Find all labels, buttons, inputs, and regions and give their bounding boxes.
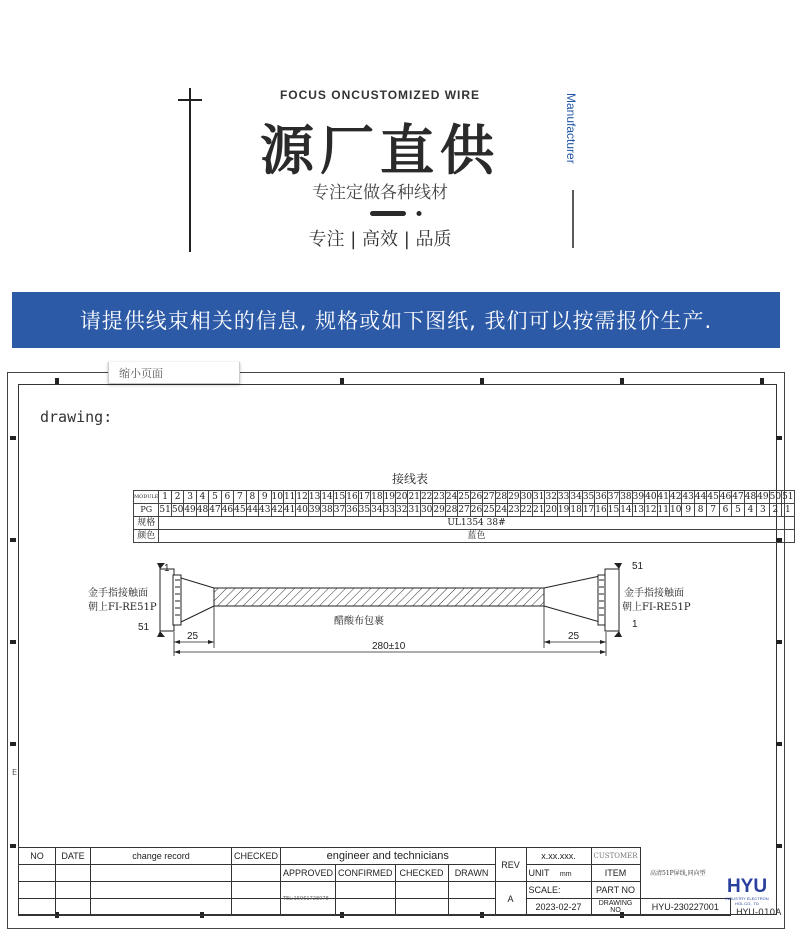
title-block-row-4 <box>19 899 790 916</box>
dim-total: 280±10 <box>372 641 406 652</box>
pg-pin-cell: 37 <box>333 505 346 515</box>
tb-cell-empty <box>232 899 281 916</box>
hyu-logo-sub: INDUSTRY ELECTRON HOL CO., TD <box>725 896 769 906</box>
module-pin-cell: 50 <box>769 492 782 502</box>
manufacturer-vertical-label: Manufacturer <box>564 93 578 164</box>
module-pin-cell: 26 <box>470 492 483 502</box>
pg-pin-cell: 8 <box>694 504 706 517</box>
tb-cell-empty <box>336 899 396 916</box>
tb-drawing-no-value: HYU-230227001 <box>640 899 731 916</box>
module-pin-cell: 29 <box>508 492 520 502</box>
tb-cell-empty <box>395 899 448 916</box>
module-pin-cell: 21 <box>408 492 420 502</box>
right-pin-bottom: 1 <box>632 619 638 630</box>
pg-pin-cell: 2 <box>769 504 781 517</box>
module-row-label: MODULE <box>134 491 159 504</box>
pg-pin-cell: 30 <box>420 505 433 515</box>
spec-value: UL1354 38# <box>159 517 794 530</box>
module-pin-cell: 2 <box>171 491 183 504</box>
spec-row-label: 规格 <box>134 517 159 530</box>
pg-pin-cell: 44 <box>246 505 259 515</box>
module-pin-cell: 37 <box>607 492 620 502</box>
pg-pin-cell: 16 <box>595 505 607 515</box>
pg-pin-cell: 33 <box>383 505 396 515</box>
tb-cell-empty <box>19 899 56 916</box>
module-pin-cell: 48 <box>744 492 757 502</box>
module-pin-cell: 19 <box>383 492 396 502</box>
tb-cell-empty <box>56 882 91 899</box>
tb-customer: CUSTOMER <box>591 848 640 865</box>
pg-pin-cell: 51 <box>159 505 171 515</box>
right-note-2: 朝上FI-RE51P <box>622 602 691 613</box>
pg-pin-cell: 4 <box>744 504 756 517</box>
pg-pin-cell: 45 <box>234 505 246 515</box>
color-row-label: 颜色 <box>134 530 159 543</box>
pg-pin-cell: 17 <box>582 505 595 515</box>
pg-pin-cell: 27 <box>458 505 470 515</box>
module-pin-cell: 5 <box>209 491 221 504</box>
hyu-logo <box>722 878 772 908</box>
module-pin-cell: 25 <box>458 492 470 502</box>
module-pin-cell: 44 <box>694 492 707 502</box>
module-pin-cell: 28 <box>495 492 508 502</box>
module-pin-cell: 11 <box>283 492 296 502</box>
module-pin-cell: 38 <box>620 492 632 502</box>
wiring-table-title: 接线表 <box>391 472 428 486</box>
pg-pin-cell: 50 <box>171 505 184 515</box>
module-pin-cell: 8 <box>246 491 258 504</box>
module-pin-cell: 46 <box>719 492 732 502</box>
module-pin-cell: 12 <box>296 492 308 502</box>
left-note-2: 朝上FI-RE51P <box>88 602 157 613</box>
pg-pin-cell: 43 <box>259 505 271 515</box>
cable-body <box>214 588 544 606</box>
pg-pin-cell: 3 <box>757 504 769 517</box>
module-pin-cell: 42 <box>670 492 682 502</box>
pg-pin-cell: 9 <box>682 504 694 517</box>
tb-no: NO <box>19 848 56 865</box>
tb-date-value: 2023-02-27 <box>526 899 591 916</box>
module-pin-cell: 33 <box>557 492 570 502</box>
module-pin-cell: 1 <box>159 491 171 504</box>
dim-right: 25 <box>568 631 580 642</box>
tb-unit: UNIT <box>528 868 550 878</box>
pg-pin-cell: 22 <box>520 505 533 515</box>
module-pin-cell: 27 <box>483 492 495 502</box>
pg-pin-cell: 6 <box>719 504 731 517</box>
module-pin-cell: 16 <box>346 492 358 502</box>
tb-rev: REV <box>495 848 526 882</box>
pg-pin-cell: 12 <box>645 505 657 515</box>
header-values: 专注 | 高效 | 品质 <box>308 229 452 250</box>
module-pin-cell: 34 <box>570 492 582 502</box>
header-tagline: 专注定做各种线材 <box>312 183 448 203</box>
color-value: 蓝色 <box>159 530 794 543</box>
tb-cell-empty <box>91 882 232 899</box>
pg-pin-cell: 28 <box>445 505 458 515</box>
pg-pin-cell: 1 <box>782 504 794 517</box>
right-connector <box>544 563 622 637</box>
module-pin-cell: 14 <box>321 492 333 502</box>
header-title: 源厂直供 <box>260 118 500 182</box>
right-pin-top: 51 <box>632 561 644 572</box>
pg-pin-cell: 35 <box>358 505 371 515</box>
pg-pin-cell: 34 <box>371 505 383 515</box>
drawing-code: HYU-010A <box>736 908 782 918</box>
tb-scale: SCALE: <box>526 882 591 899</box>
left-note-1: 金手指接触面 <box>88 588 148 599</box>
pg-row-label: PG <box>134 504 159 517</box>
right-note-1: 金手指接触面 <box>624 588 684 599</box>
left-connector <box>157 563 214 637</box>
module-pin-cell: 7 <box>234 491 246 504</box>
title-block-row-1 <box>19 848 790 865</box>
pg-pin-cell: 23 <box>508 505 520 515</box>
pg-pin-cell: 20 <box>545 505 557 515</box>
title-block <box>18 847 789 916</box>
info-banner: 请提供线束相关的信息, 规格或如下图纸, 我们可以按需报价生产. <box>12 292 780 348</box>
pg-pin-cell: 41 <box>283 505 296 515</box>
tb-rev-value: A <box>495 882 526 916</box>
tb-item: ITEM <box>591 865 640 882</box>
tb-cell-empty <box>19 865 56 882</box>
pg-pin-cell: 25 <box>483 505 495 515</box>
pg-pin-cell: 7 <box>707 504 719 517</box>
module-pin-cell: 3 <box>184 491 196 504</box>
pg-pin-cell: 36 <box>346 505 358 515</box>
tb-cell-empty <box>56 865 91 882</box>
tb-cell-empty <box>91 865 232 882</box>
module-pin-cell: 39 <box>632 492 645 502</box>
tb-cell-empty <box>56 899 91 916</box>
module-pin-cell: 18 <box>371 492 383 502</box>
pg-pin-cell: 48 <box>196 505 209 515</box>
pg-pin-cell: 5 <box>732 504 744 517</box>
edge-marker: E <box>12 768 18 777</box>
module-pin-cell: 20 <box>396 492 408 502</box>
module-pin-cell: 15 <box>333 492 346 502</box>
tb-approved: APPROVED <box>281 865 336 882</box>
pg-pin-cell: 11 <box>657 505 669 515</box>
zoom-out-popup[interactable]: 缩小页面 <box>108 362 240 384</box>
tb-part-no: PART NO <box>591 882 640 899</box>
module-pin-cell: 17 <box>358 492 371 502</box>
hyu-logo-text: HYU <box>726 876 768 897</box>
pg-pin-cell: 42 <box>271 505 283 515</box>
pg-pin-cell: 46 <box>221 505 234 515</box>
module-pin-cell: 4 <box>196 491 208 504</box>
pg-pin-cell: 15 <box>607 505 620 515</box>
module-pin-cell: 43 <box>682 492 694 502</box>
pg-pin-cell: 26 <box>470 505 483 515</box>
tb-cell-empty <box>448 899 495 916</box>
tb-date: DATE <box>56 848 91 865</box>
module-pin-cell: 22 <box>420 492 433 502</box>
tb-cell-empty <box>19 882 56 899</box>
module-pin-cell: 40 <box>645 492 657 502</box>
tb-cell-empty <box>91 899 232 916</box>
module-pin-cell: 23 <box>433 492 445 502</box>
tb-tolerance: x.xx.xxx. <box>526 848 591 865</box>
pg-pin-cell: 49 <box>184 505 196 515</box>
tb-checked2: CHECKED <box>395 865 448 882</box>
tb-engineers: engineer and technicians <box>281 848 496 865</box>
pg-pin-cell: 14 <box>620 505 632 515</box>
tb-drawn: DRAWN <box>448 865 495 882</box>
module-pin-cell: 13 <box>308 492 321 502</box>
tb-cell-empty <box>395 882 448 899</box>
left-pin-top: 1 <box>164 563 170 574</box>
module-pin-cell: 24 <box>445 492 458 502</box>
pg-pin-cell: 19 <box>557 505 570 515</box>
dim-left: 25 <box>187 631 199 642</box>
cable-label: 醋酸布包裹 <box>334 616 384 627</box>
pg-pin-cell: 40 <box>296 505 308 515</box>
tb-drawing-no: DRAWING NO <box>591 899 640 916</box>
tb-change-record: change record <box>91 848 232 865</box>
tb-cell-empty <box>232 865 281 882</box>
pg-pin-cell: 13 <box>632 505 645 515</box>
drawing-label: drawing: <box>40 408 113 426</box>
tb-unit-cell <box>526 865 591 882</box>
pg-pin-cell: 32 <box>396 505 408 515</box>
tb-cell-empty <box>336 882 396 899</box>
module-pin-cell: 49 <box>757 492 769 502</box>
tb-checked: CHECKED <box>232 848 281 865</box>
tb-tel: TEL:15961728078 <box>283 896 329 902</box>
module-pin-cell: 41 <box>657 492 669 502</box>
module-pin-cell: 6 <box>221 491 233 504</box>
module-pin-cell: 51 <box>782 492 794 502</box>
left-pin-bottom: 51 <box>138 622 150 633</box>
module-pin-cell: 47 <box>732 492 744 502</box>
pg-pin-cell: 29 <box>433 505 445 515</box>
tb-cell-empty <box>232 882 281 899</box>
pg-pin-cell: 24 <box>495 505 508 515</box>
module-pin-cell: 45 <box>707 492 719 502</box>
pg-pin-cell: 38 <box>321 505 333 515</box>
tb-confirmed: CONFIRMED <box>336 865 396 882</box>
pg-pin-cell: 31 <box>408 505 420 515</box>
module-pin-cell: 30 <box>520 492 533 502</box>
module-pin-cell: 35 <box>582 492 595 502</box>
module-pin-cell: 9 <box>259 491 271 504</box>
pg-pin-cell: 47 <box>209 505 221 515</box>
header-subtitle: FOCUS ONCUSTOMIZED WIRE <box>279 88 481 102</box>
module-pin-cell: 10 <box>271 492 283 502</box>
module-pin-cell: 32 <box>545 492 557 502</box>
module-pin-cell: 31 <box>533 492 545 502</box>
module-pin-cell: 36 <box>595 492 607 502</box>
pg-pin-cell: 39 <box>308 505 321 515</box>
pg-pin-cell: 10 <box>670 505 682 515</box>
pg-pin-cell: 21 <box>533 505 545 515</box>
tb-unit-value: mm <box>559 871 572 878</box>
tb-item-value: 高清51P屏线,同向型 <box>650 870 706 877</box>
tb-cell-empty <box>448 882 495 899</box>
pg-pin-cell: 18 <box>570 505 582 515</box>
